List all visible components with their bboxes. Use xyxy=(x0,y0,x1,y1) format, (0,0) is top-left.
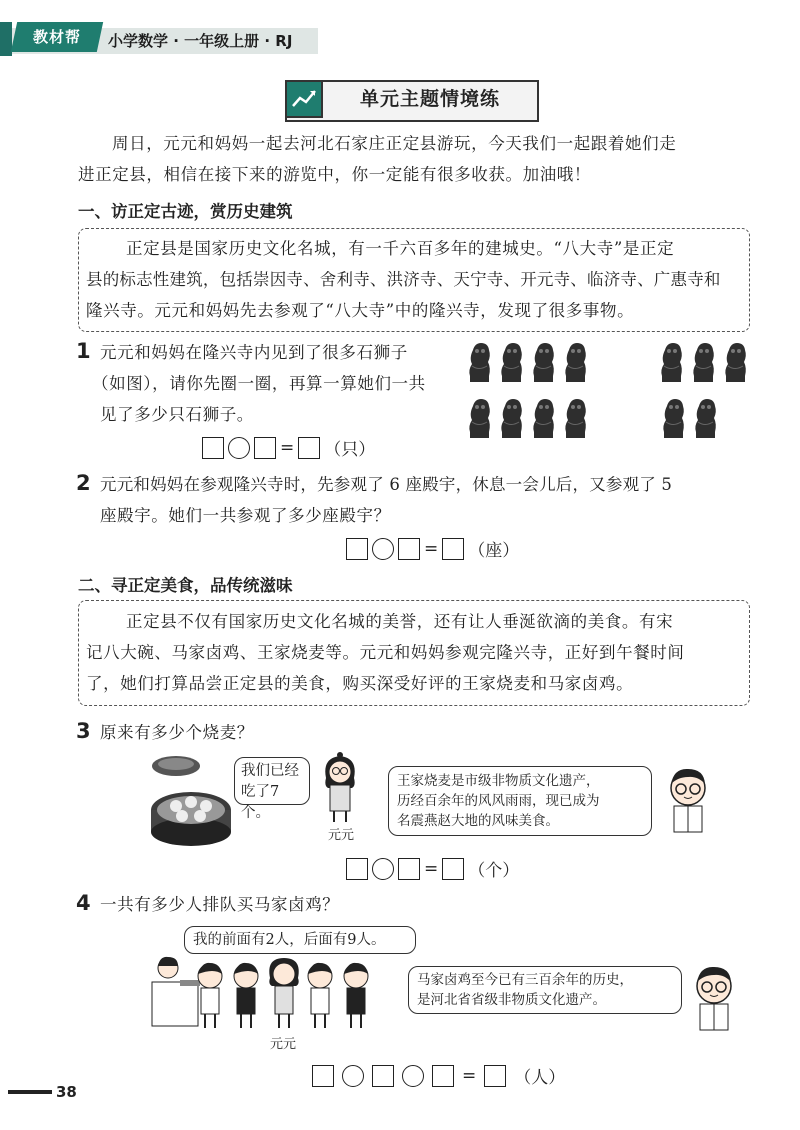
answer-box[interactable] xyxy=(254,437,276,459)
q4-number: 4 xyxy=(76,891,91,915)
answer-box[interactable] xyxy=(442,538,464,560)
operator-circle[interactable] xyxy=(372,858,394,880)
stone-lion-icon xyxy=(562,396,589,440)
yuanyuan-girl-icon xyxy=(318,752,362,824)
q4-girl-speech-bubble: 我的前面有2人，后面有9人。 xyxy=(184,926,416,954)
bubble-text: 是河北省省级非物质文化遗产。 xyxy=(417,992,606,1008)
q1-line-1: 元元和妈妈在隆兴寺内见到了很多石狮子 xyxy=(100,343,408,362)
section2-heading: 二、寻正定美食，品传统滋味 xyxy=(78,576,293,595)
operator-circle[interactable] xyxy=(402,1065,424,1087)
q2-line-1: 元元和妈妈在参观隆兴寺时，先参观了 6 座殿宇，休息一会儿后，又参观了 5 xyxy=(100,475,673,494)
operator-circle[interactable] xyxy=(372,538,394,560)
section1-box-line-3: 隆兴寺。元元和妈妈先去参观了“八大寺”中的隆兴寺，发现了很多事物。 xyxy=(86,301,635,320)
section1-box-line-1: 正定县是国家历史文化名城，有一千六百多年的建城史。“八大寺”是正定 xyxy=(126,239,675,258)
q3-question: 原来有多少个烧麦？ xyxy=(100,723,254,742)
q4-boy-speech-bubble xyxy=(408,966,682,1014)
q4-unit: （人） xyxy=(514,1068,566,1088)
answer-box[interactable] xyxy=(202,437,224,459)
q2-line-2: 座殿宇。她们一共参观了多少座殿宇？ xyxy=(100,506,391,525)
operator-circle[interactable] xyxy=(342,1065,364,1087)
intro-line-1: 周日，元元和妈妈一起去河北石家庄正定县游玩，今天我们一起跟着她们走 xyxy=(112,134,677,153)
section1-heading: 一、访正定古迹，赏历史建筑 xyxy=(78,202,293,221)
boy-reading-icon xyxy=(686,962,742,1034)
section1-box-line-2: 县的标志性建筑，包括崇因寺、舍利寺、洪济寺、天宁寺、开元寺、临济寺、广惠寺和 xyxy=(86,270,721,289)
queue-people-icon xyxy=(150,954,400,1034)
q4-girl-label: 元元 xyxy=(270,1037,297,1052)
answer-box[interactable] xyxy=(346,858,368,880)
q1-line-3: 见了多少只石狮子。 xyxy=(100,405,254,424)
section2-box-line-2: 记八大碗、马家卤鸡、王家烧麦等。元元和妈妈参观完隆兴寺，正好到午餐时间 xyxy=(86,643,685,662)
q4-equation: = （人） xyxy=(312,1063,565,1088)
q3-unit: （个） xyxy=(468,861,520,881)
bubble-text: 马家卤鸡至今已有三百余年的历史， xyxy=(417,972,633,988)
stone-lion-icon xyxy=(690,340,717,384)
q3-number: 3 xyxy=(76,719,91,743)
stone-lion-icon xyxy=(660,396,687,440)
section2-box-line-1: 正定县不仅有国家历史文化名城的美誉，还有让人垂涎欲滴的美食。有宋 xyxy=(126,612,674,631)
q3-girl-speech-bubble xyxy=(234,757,310,821)
q3-boy-speech-bubble xyxy=(388,766,652,836)
page-title: 单元主题情境练 xyxy=(359,88,500,110)
bubble-text: 历经百余年的风风雨雨，现已成为 xyxy=(397,793,600,809)
q3-equation: = （个） xyxy=(346,856,519,881)
intro-line-2: 进正定县，相信在接下来的游览中，你一定能有很多收获。加油哦！ xyxy=(78,165,591,184)
answer-box[interactable] xyxy=(432,1065,454,1087)
q3-girl-label: 元元 xyxy=(328,828,355,843)
answer-box[interactable] xyxy=(442,858,464,880)
q1-number: 1 xyxy=(76,339,91,363)
operator-circle[interactable] xyxy=(228,437,250,459)
q2-equation: = （座） xyxy=(346,536,519,561)
stone-lion-icon xyxy=(692,396,719,440)
book-title: 小学数学 · 一年级上册 · RJ xyxy=(108,32,293,50)
answer-box[interactable] xyxy=(484,1065,506,1087)
q1-unit: （只） xyxy=(324,440,376,460)
boy-reading-icon xyxy=(660,764,716,836)
brand-tag: 教材帮 xyxy=(11,22,103,52)
q4-question: 一共有多少人排队买马家卤鸡？ xyxy=(100,895,340,914)
answer-box[interactable] xyxy=(398,858,420,880)
shaomai-steamer-icon xyxy=(146,748,236,848)
stone-lion-icon xyxy=(530,340,557,384)
stone-lion-icon xyxy=(722,340,749,384)
q2-unit: （座） xyxy=(468,541,520,561)
section2-box-line-3: 了，她们打算品尝正定县的美食，购买深受好评的王家烧麦和马家卤鸡。 xyxy=(86,674,634,693)
stone-lion-icon xyxy=(658,340,685,384)
stone-lion-icon xyxy=(466,396,493,440)
answer-box[interactable] xyxy=(298,437,320,459)
page-number: 38 xyxy=(56,1083,77,1101)
q2-number: 2 xyxy=(76,471,91,495)
stone-lion-icon xyxy=(466,340,493,384)
q1-equation: = （只） xyxy=(202,435,375,460)
answer-box[interactable] xyxy=(372,1065,394,1087)
stone-lion-icon xyxy=(530,396,557,440)
answer-box[interactable] xyxy=(398,538,420,560)
answer-box[interactable] xyxy=(312,1065,334,1087)
stone-lion-icon xyxy=(498,340,525,384)
footer-rule xyxy=(8,1090,52,1094)
answer-box[interactable] xyxy=(346,538,368,560)
stone-lion-icon xyxy=(498,396,525,440)
chart-icon xyxy=(285,80,323,118)
bubble-text: 名震燕赵大地的风味美食。 xyxy=(397,813,559,829)
bubble-text: 吃了7个。 xyxy=(241,784,280,821)
bubble-text: 王家烧麦是市级非物质文化遗产， xyxy=(397,773,600,789)
q1-line-2: （如图），请你先圈一圈，再算一算她们一共 xyxy=(92,374,426,393)
bubble-text: 我们已经 xyxy=(241,763,299,779)
stone-lion-icon xyxy=(562,340,589,384)
